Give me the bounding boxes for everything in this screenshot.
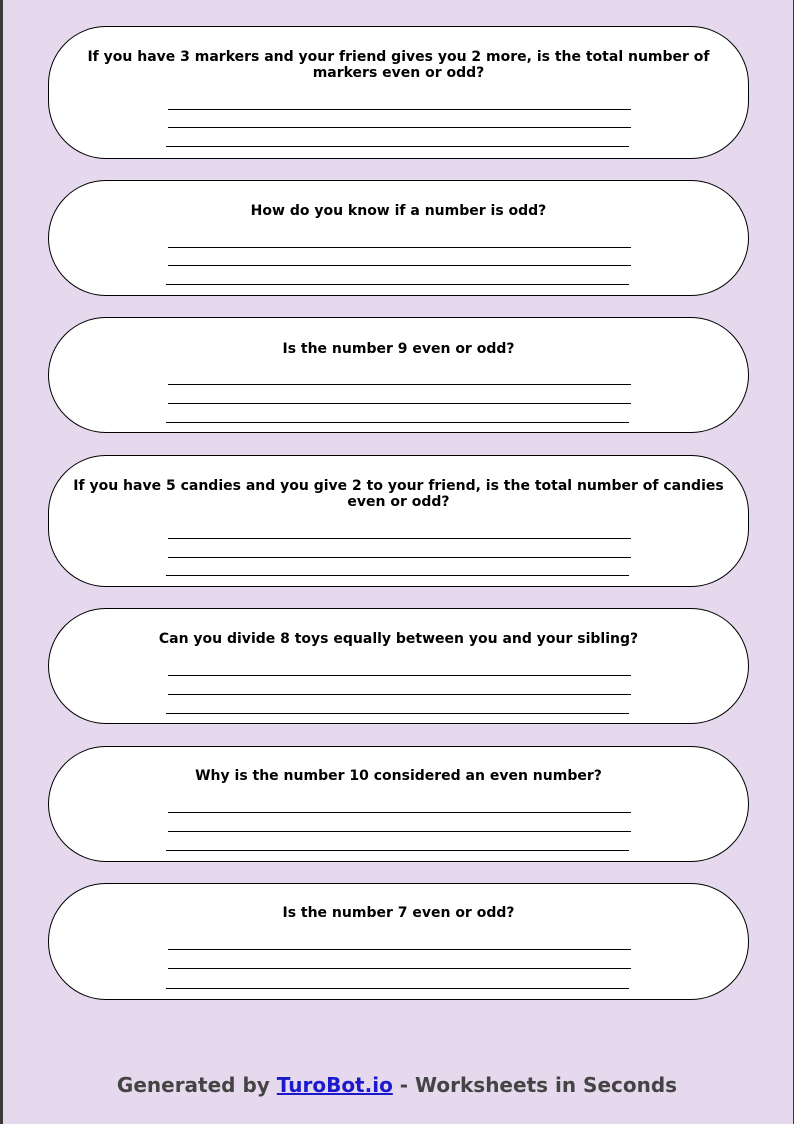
- answer-line[interactable]: [166, 422, 629, 423]
- footer: [0, 1073, 794, 1097]
- question-text: Is the number 7 even or odd?: [282, 905, 515, 921]
- answer-line[interactable]: [168, 127, 631, 128]
- question-text: If you have 3 markers and your friend gives you 2 more, is the total number of markers even or odd?: [87, 49, 710, 81]
- answer-line[interactable]: [166, 713, 629, 714]
- answer-line[interactable]: [168, 675, 631, 676]
- question-card-7: [48, 883, 749, 1000]
- question-text: If you have 5 candies and you give 2 to your friend, is the total number of candies even or odd?: [73, 478, 724, 510]
- answer-line[interactable]: [168, 109, 631, 110]
- question-card-4: [48, 455, 749, 587]
- question-card-6: [48, 746, 749, 862]
- answer-line[interactable]: [168, 694, 631, 695]
- question-card-2: [48, 180, 749, 296]
- answer-line[interactable]: [166, 850, 629, 851]
- answer-line[interactable]: [168, 812, 631, 813]
- footer-suffix: - Worksheets in Seconds: [392, 1073, 678, 1097]
- question-text: Can you divide 8 toys equally between you and your sibling?: [158, 631, 639, 647]
- turobot-link[interactable]: TuroBot.io: [276, 1073, 393, 1097]
- answer-line[interactable]: [168, 384, 631, 385]
- answer-line[interactable]: [168, 538, 631, 539]
- answer-line[interactable]: [166, 146, 629, 147]
- question-text: Is the number 9 even or odd?: [282, 341, 515, 357]
- answer-line[interactable]: [166, 575, 629, 576]
- answer-line[interactable]: [166, 988, 629, 989]
- question-card-5: [48, 608, 749, 724]
- question-text: How do you know if a number is odd?: [250, 203, 547, 219]
- answer-line[interactable]: [168, 831, 631, 832]
- answer-line[interactable]: [168, 949, 631, 950]
- answer-line[interactable]: [166, 284, 629, 285]
- page-left-border: [0, 0, 3, 1124]
- answer-line[interactable]: [168, 557, 631, 558]
- footer-prefix: Generated by: [116, 1073, 277, 1097]
- answer-line[interactable]: [168, 265, 631, 266]
- answer-line[interactable]: [168, 968, 631, 969]
- answer-line[interactable]: [168, 247, 631, 248]
- question-card-3: [48, 317, 749, 433]
- question-text: Why is the number 10 considered an even number?: [195, 768, 602, 784]
- answer-line[interactable]: [168, 403, 631, 404]
- question-card-1: [48, 26, 749, 159]
